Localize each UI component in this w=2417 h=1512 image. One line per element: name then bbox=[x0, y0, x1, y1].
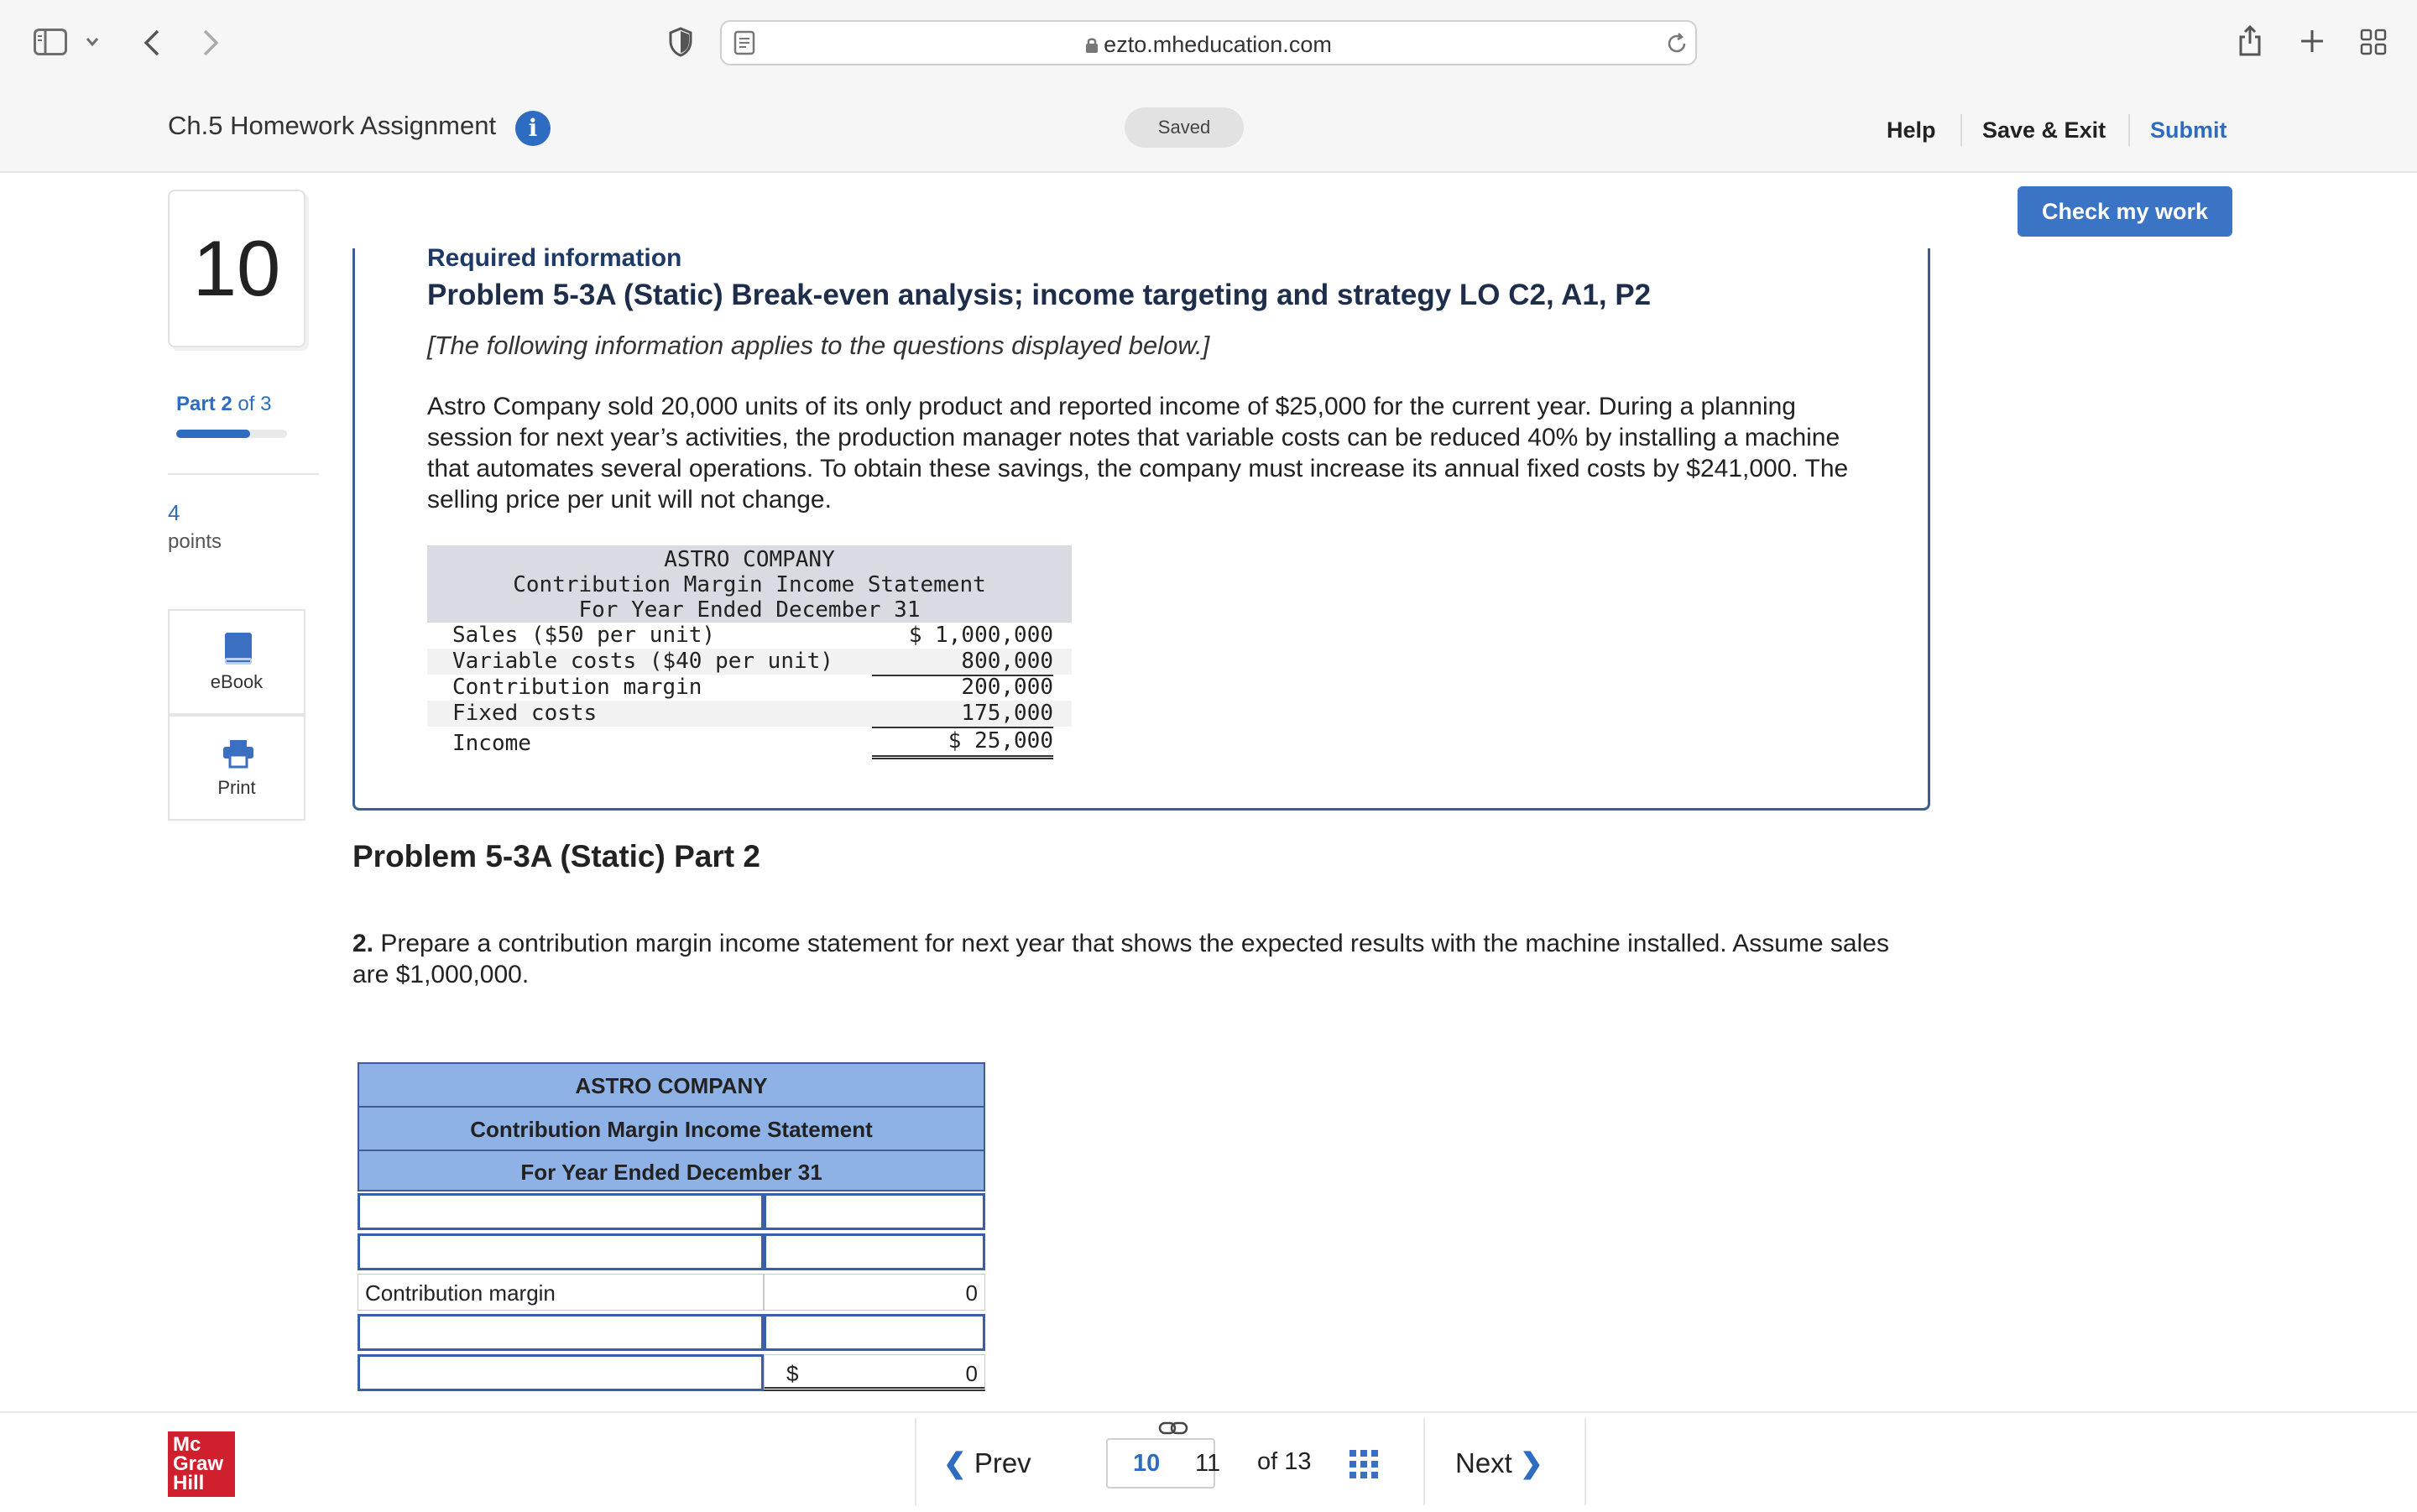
chevron-left-icon: ❮ bbox=[943, 1447, 967, 1478]
statement-row-label: Sales ($50 per unit) bbox=[452, 623, 716, 648]
browser-toolbar bbox=[0, 0, 2417, 84]
statement-row-label: Income bbox=[452, 731, 531, 756]
problem-title: Problem 5-3A (Static) Break-even analysis; income targeting and strategy LO C2, A1, P2 bbox=[427, 279, 1652, 311]
part-prefix: Part bbox=[176, 393, 216, 415]
statement-row-value: 200,000 bbox=[961, 675, 1053, 700]
info-icon[interactable]: i bbox=[515, 111, 551, 146]
statement-row-value: 800,000 bbox=[872, 649, 1053, 676]
statement-row-value: $ 1,000,000 bbox=[908, 623, 1053, 648]
logo-line: Graw bbox=[173, 1452, 224, 1475]
url-label: ezto.mheducation.com bbox=[1104, 32, 1332, 57]
next-page-number[interactable]: 11 bbox=[1195, 1450, 1221, 1477]
statement-row-value: 175,000 bbox=[872, 701, 1053, 728]
answer-title: Contribution Margin Income Statement bbox=[358, 1106, 985, 1150]
url-text bbox=[722, 32, 1695, 58]
answer-row bbox=[358, 1232, 985, 1272]
contribution-margin-value: 0 bbox=[764, 1274, 985, 1311]
sidebar-divider bbox=[168, 473, 319, 475]
answer-row bbox=[358, 1191, 985, 1232]
given-income-statement bbox=[427, 545, 1072, 760]
answer-label-select[interactable] bbox=[358, 1193, 764, 1230]
lock-icon bbox=[1085, 37, 1099, 54]
mcgraw-hill-logo bbox=[168, 1431, 235, 1497]
income-value bbox=[764, 1354, 985, 1391]
header-divider bbox=[1960, 114, 1962, 146]
answer-income-statement bbox=[358, 1062, 985, 1393]
assignment-header bbox=[0, 84, 2417, 173]
forward-arrow-icon[interactable] bbox=[201, 29, 220, 57]
answer-period: For Year Ended December 31 bbox=[358, 1150, 985, 1191]
question-number: 10 bbox=[168, 190, 305, 347]
required-information-panel bbox=[352, 244, 1930, 811]
book-icon bbox=[223, 631, 253, 666]
print-button[interactable] bbox=[168, 715, 305, 821]
logo-line: Hill bbox=[173, 1472, 205, 1494]
part-progress-track bbox=[176, 430, 287, 438]
currency-symbol: $ bbox=[786, 1361, 799, 1386]
answer-amount-input[interactable] bbox=[764, 1193, 985, 1230]
statement-row-label: Variable costs ($40 per unit) bbox=[452, 649, 833, 674]
answer-amount-input[interactable] bbox=[764, 1233, 985, 1270]
answer-amount-input[interactable] bbox=[764, 1314, 985, 1351]
print-label: Print bbox=[217, 777, 256, 798]
privacy-shield-icon[interactable] bbox=[668, 27, 693, 57]
page-total: of 13 bbox=[1257, 1448, 1312, 1475]
link-icon bbox=[1158, 1420, 1188, 1436]
statement-title: Contribution Margin Income Statement bbox=[427, 572, 1072, 597]
question-number-label: 2. bbox=[352, 930, 374, 957]
answer-label-select[interactable] bbox=[358, 1354, 764, 1391]
share-icon[interactable] bbox=[2237, 23, 2263, 57]
part-title: Problem 5-3A (Static) Part 2 bbox=[352, 839, 760, 873]
statement-row-label: Fixed costs bbox=[452, 701, 598, 726]
tab-overview-icon[interactable] bbox=[2360, 29, 2387, 55]
current-page: 10 bbox=[1133, 1450, 1161, 1477]
statement-row bbox=[427, 675, 1072, 701]
next-label: Next bbox=[1455, 1447, 1512, 1478]
question-body: Prepare a contribution margin income statement for next year that shows the expected results with the machine installed. Assume sales are $1,000,000. bbox=[352, 930, 1889, 988]
printer-icon bbox=[222, 738, 255, 769]
contribution-margin-label: Contribution margin bbox=[358, 1274, 764, 1311]
answer-label-select[interactable] bbox=[358, 1314, 764, 1351]
statement-company: ASTRO COMPANY bbox=[427, 545, 1072, 572]
statement-row bbox=[427, 623, 1072, 649]
prev-label: Prev bbox=[974, 1447, 1031, 1478]
logo-line: Mc bbox=[173, 1433, 201, 1456]
statement-row bbox=[427, 701, 1072, 727]
points-label: points bbox=[168, 530, 222, 553]
footer-divider bbox=[1423, 1418, 1425, 1505]
part-current: 2 bbox=[221, 393, 232, 415]
ebook-label: eBook bbox=[210, 671, 264, 692]
answer-row bbox=[358, 1353, 985, 1393]
answer-label-select[interactable] bbox=[358, 1233, 764, 1270]
income-amount: 0 bbox=[965, 1361, 978, 1386]
save-exit-link[interactable]: Save & Exit bbox=[1982, 117, 2106, 143]
part-total: of 3 bbox=[238, 393, 272, 415]
answer-company: ASTRO COMPANY bbox=[358, 1062, 985, 1106]
statement-row-label: Contribution margin bbox=[452, 675, 702, 700]
question-text bbox=[352, 928, 1930, 990]
submit-link[interactable]: Submit bbox=[2150, 117, 2227, 143]
chevron-right-icon: ❯ bbox=[1520, 1447, 1543, 1478]
next-button[interactable] bbox=[1455, 1447, 1543, 1479]
answer-row bbox=[358, 1312, 985, 1353]
problem-paragraph: Astro Company sold 20,000 units of its only product and reported income of $25,000 for the current year. During a planning session for next year’s activities, the production manager notes that variable costs can be reduced 40% by installing a machine that automates several operations. To obtain these savings, the company must increase its annual fixed costs by $241,000. The selling price per unit will not change. bbox=[427, 393, 1849, 514]
statement-row-value: $ 25,000 bbox=[872, 727, 1053, 759]
statement-period: For Year Ended December 31 bbox=[427, 597, 1072, 623]
points-value: 4 bbox=[168, 500, 180, 525]
saved-status-badge: Saved bbox=[1125, 107, 1244, 148]
address-bar[interactable] bbox=[720, 20, 1697, 65]
reload-icon[interactable] bbox=[1665, 32, 1689, 55]
back-arrow-icon[interactable] bbox=[143, 29, 161, 57]
assignment-title: Ch.5 Homework Assignment bbox=[168, 111, 497, 140]
ebook-button[interactable] bbox=[168, 609, 305, 715]
answer-row bbox=[358, 1272, 985, 1312]
header-divider bbox=[2128, 114, 2130, 146]
question-grid-icon[interactable] bbox=[1349, 1450, 1378, 1478]
part-indicator bbox=[176, 393, 271, 416]
page-selector[interactable] bbox=[1106, 1438, 1221, 1489]
check-my-work-button[interactable]: Check my work bbox=[2018, 186, 2232, 237]
navigation-footer bbox=[0, 1411, 2417, 1512]
help-link[interactable]: Help bbox=[1887, 117, 1936, 143]
statement-row bbox=[427, 727, 1072, 760]
prev-button[interactable] bbox=[943, 1447, 1031, 1479]
required-information-heading: Required information bbox=[427, 244, 682, 272]
problem-subtitle: [The following information applies to the questions displayed below.] bbox=[427, 331, 1210, 360]
part-progress-fill bbox=[176, 430, 250, 438]
footer-divider bbox=[1584, 1418, 1586, 1505]
chevron-down-icon[interactable] bbox=[86, 37, 99, 47]
sidebar-toggle-icon[interactable] bbox=[34, 29, 67, 55]
statement-row bbox=[427, 649, 1072, 675]
footer-divider bbox=[915, 1418, 916, 1505]
new-tab-icon[interactable] bbox=[2300, 29, 2325, 54]
